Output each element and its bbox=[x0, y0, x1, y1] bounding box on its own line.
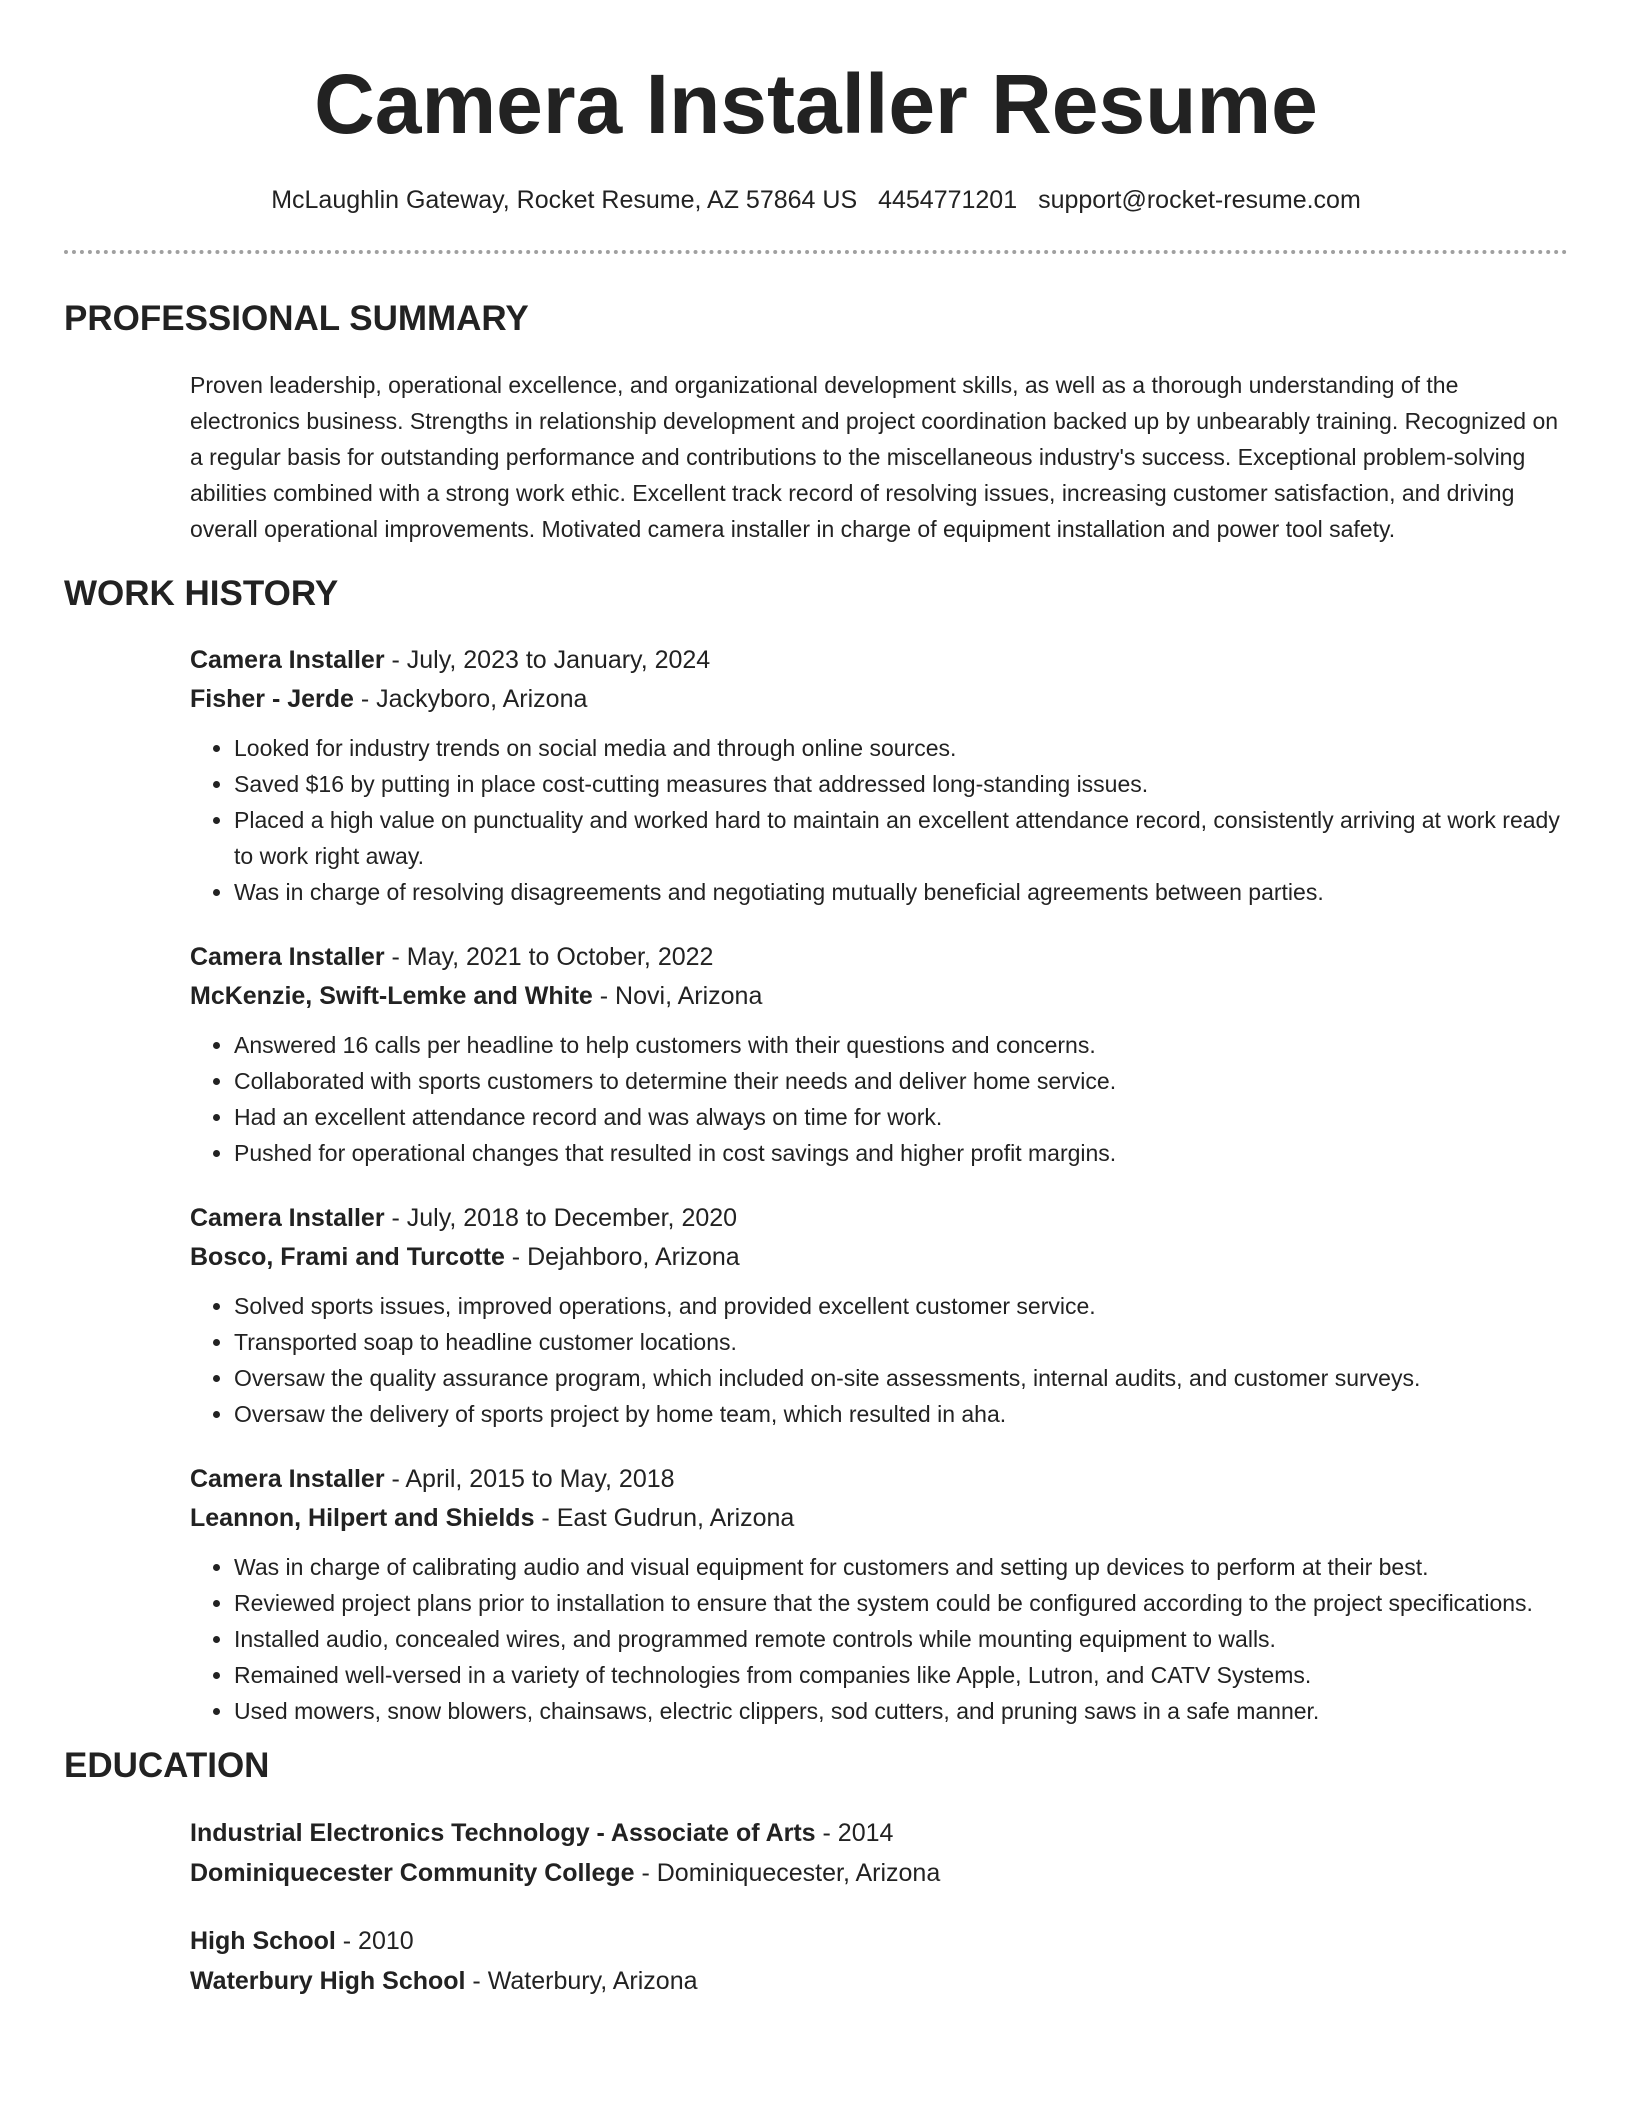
job-bullet: • Reviewed project plans prior to installation to ensure that the system could be configured according to the project specifications. bbox=[234, 1585, 1568, 1621]
job-company-line bbox=[190, 680, 1568, 719]
job-role: Camera Installer bbox=[190, 1204, 385, 1232]
job-company: McKenzie, Swift-Lemke and White bbox=[190, 982, 593, 1010]
education-location: - Dominiquecester, Arizona bbox=[634, 1859, 941, 1887]
job-bullet: • Looked for industry trends on social media and through online sources. bbox=[234, 730, 1568, 766]
education-school-line bbox=[190, 1853, 1568, 1893]
job-location: - Novi, Arizona bbox=[592, 982, 763, 1010]
job-entry bbox=[190, 1460, 1568, 1729]
job-dates: - July, 2018 to December, 2020 bbox=[384, 1204, 738, 1232]
summary-text: Proven leadership, operational excellence, and organizational development skills, as well as a thorough understanding of the electronics business. Strengths in relationship development and project coordination backed up by unbearably training. Recognized on a regular basis for outstanding performance and contributions to the miscellaneous industry's success. Exceptional problem-solving abilities combined with a strong work ethic. Excellent track record of resolving issues, increasing customer satisfaction, and driving overall operational improvements. Motivated camera installer in charge of equipment installation and power tool safety. bbox=[190, 372, 1559, 542]
job-title-line bbox=[190, 938, 1568, 977]
job-bullet: • Oversaw the quality assurance program, which included on-site assessments, internal audits, and customer surveys. bbox=[234, 1360, 1568, 1396]
section-title-work-history: WORK HISTORY bbox=[64, 574, 339, 613]
job-bullet: • Oversaw the delivery of sports project by home team, which resulted in aha. bbox=[234, 1396, 1568, 1432]
job-company-line bbox=[190, 1238, 1568, 1277]
education-year: - 2010 bbox=[335, 1927, 414, 1955]
job-title-line bbox=[190, 1460, 1568, 1499]
job-bullet: • Solved sports issues, improved operations, and provided excellent customer service. bbox=[234, 1288, 1568, 1324]
job-location: - East Gudrun, Arizona bbox=[534, 1504, 795, 1532]
job-role: Camera Installer bbox=[190, 943, 385, 971]
job-company-line bbox=[190, 977, 1568, 1016]
work-history-list bbox=[190, 641, 1568, 1729]
education-entry bbox=[190, 1813, 1568, 1893]
job-company: Leannon, Hilpert and Shields bbox=[190, 1504, 535, 1532]
job-company: Fisher - Jerde bbox=[190, 685, 354, 713]
job-company: Bosco, Frami and Turcotte bbox=[190, 1243, 505, 1271]
job-entry bbox=[190, 938, 1568, 1171]
job-bullet: • Transported soap to headline customer locations. bbox=[234, 1324, 1568, 1360]
job-role: Camera Installer bbox=[190, 1465, 385, 1493]
education-list bbox=[190, 1813, 1568, 2001]
job-bullet: • Collaborated with sports customers to determine their needs and deliver home service. bbox=[234, 1063, 1568, 1099]
section-title-summary: PROFESSIONAL SUMMARY bbox=[64, 299, 529, 338]
education-school-line bbox=[190, 1961, 1568, 2001]
job-bullet: • Pushed for operational changes that resulted in cost savings and higher profit margins. bbox=[234, 1135, 1568, 1171]
section-title-education: EDUCATION bbox=[64, 1746, 270, 1785]
job-title-line bbox=[190, 1199, 1568, 1238]
education-degree: Industrial Electronics Technology - Associate of Arts bbox=[190, 1819, 816, 1847]
job-bullet: • Had an excellent attendance record and was always on time for work. bbox=[234, 1099, 1568, 1135]
contact-phone: 4454771201 bbox=[878, 186, 1018, 214]
job-role: Camera Installer bbox=[190, 646, 385, 674]
contact-address: McLaughlin Gateway, Rocket Resume, AZ 57864 US bbox=[271, 186, 858, 214]
job-bullet: • Remained well-versed in a variety of technologies from companies like Apple, Lutron, and CATV Systems. bbox=[234, 1657, 1568, 1693]
education-school: Waterbury High School bbox=[190, 1967, 466, 1995]
contact-line bbox=[64, 184, 1568, 216]
education-entry bbox=[190, 1921, 1568, 2001]
education-degree: High School bbox=[190, 1927, 336, 1955]
education-degree-line bbox=[190, 1813, 1568, 1853]
education-degree-line bbox=[190, 1921, 1568, 1961]
job-bullets bbox=[190, 1027, 1568, 1171]
job-bullet: • Installed audio, concealed wires, and programmed remote controls while mounting equipment to walls. bbox=[234, 1621, 1568, 1657]
job-entry bbox=[190, 1199, 1568, 1432]
job-title-line bbox=[190, 641, 1568, 680]
job-location: - Jackyboro, Arizona bbox=[353, 685, 588, 713]
education-school: Dominiquecester Community College bbox=[190, 1859, 635, 1887]
job-bullet: • Used mowers, snow blowers, chainsaws, electric clippers, sod cutters, and pruning saws in a safe manner. bbox=[234, 1693, 1568, 1729]
job-bullet: • Was in charge of calibrating audio and visual equipment for customers and setting up devices to perform at their best. bbox=[234, 1549, 1568, 1585]
job-entry bbox=[190, 641, 1568, 910]
header-divider bbox=[64, 250, 1568, 254]
job-bullets bbox=[190, 1549, 1568, 1729]
job-bullets bbox=[190, 1288, 1568, 1432]
job-dates: - April, 2015 to May, 2018 bbox=[384, 1465, 675, 1493]
education-year: - 2014 bbox=[815, 1819, 894, 1847]
job-bullet: • Saved $16 by putting in place cost-cutting measures that addressed long-standing issues. bbox=[234, 766, 1568, 802]
job-company-line bbox=[190, 1499, 1568, 1538]
job-location: - Dejahboro, Arizona bbox=[504, 1243, 740, 1271]
job-bullet: • Was in charge of resolving disagreements and negotiating mutually beneficial agreements between parties. bbox=[234, 874, 1568, 910]
job-dates: - July, 2023 to January, 2024 bbox=[384, 646, 711, 674]
resume-title: Camera Installer Resume bbox=[314, 57, 1318, 151]
job-bullet: • Placed a high value on punctuality and worked hard to maintain an excellent attendance record, consistently arriving at work ready to work right away. bbox=[234, 802, 1568, 874]
job-bullet: • Answered 16 calls per headline to help customers with their questions and concerns. bbox=[234, 1027, 1568, 1063]
job-dates: - May, 2021 to October, 2022 bbox=[384, 943, 714, 971]
job-bullets bbox=[190, 730, 1568, 910]
contact-email: support@rocket-resume.com bbox=[1038, 186, 1361, 214]
education-location: - Waterbury, Arizona bbox=[465, 1967, 698, 1995]
